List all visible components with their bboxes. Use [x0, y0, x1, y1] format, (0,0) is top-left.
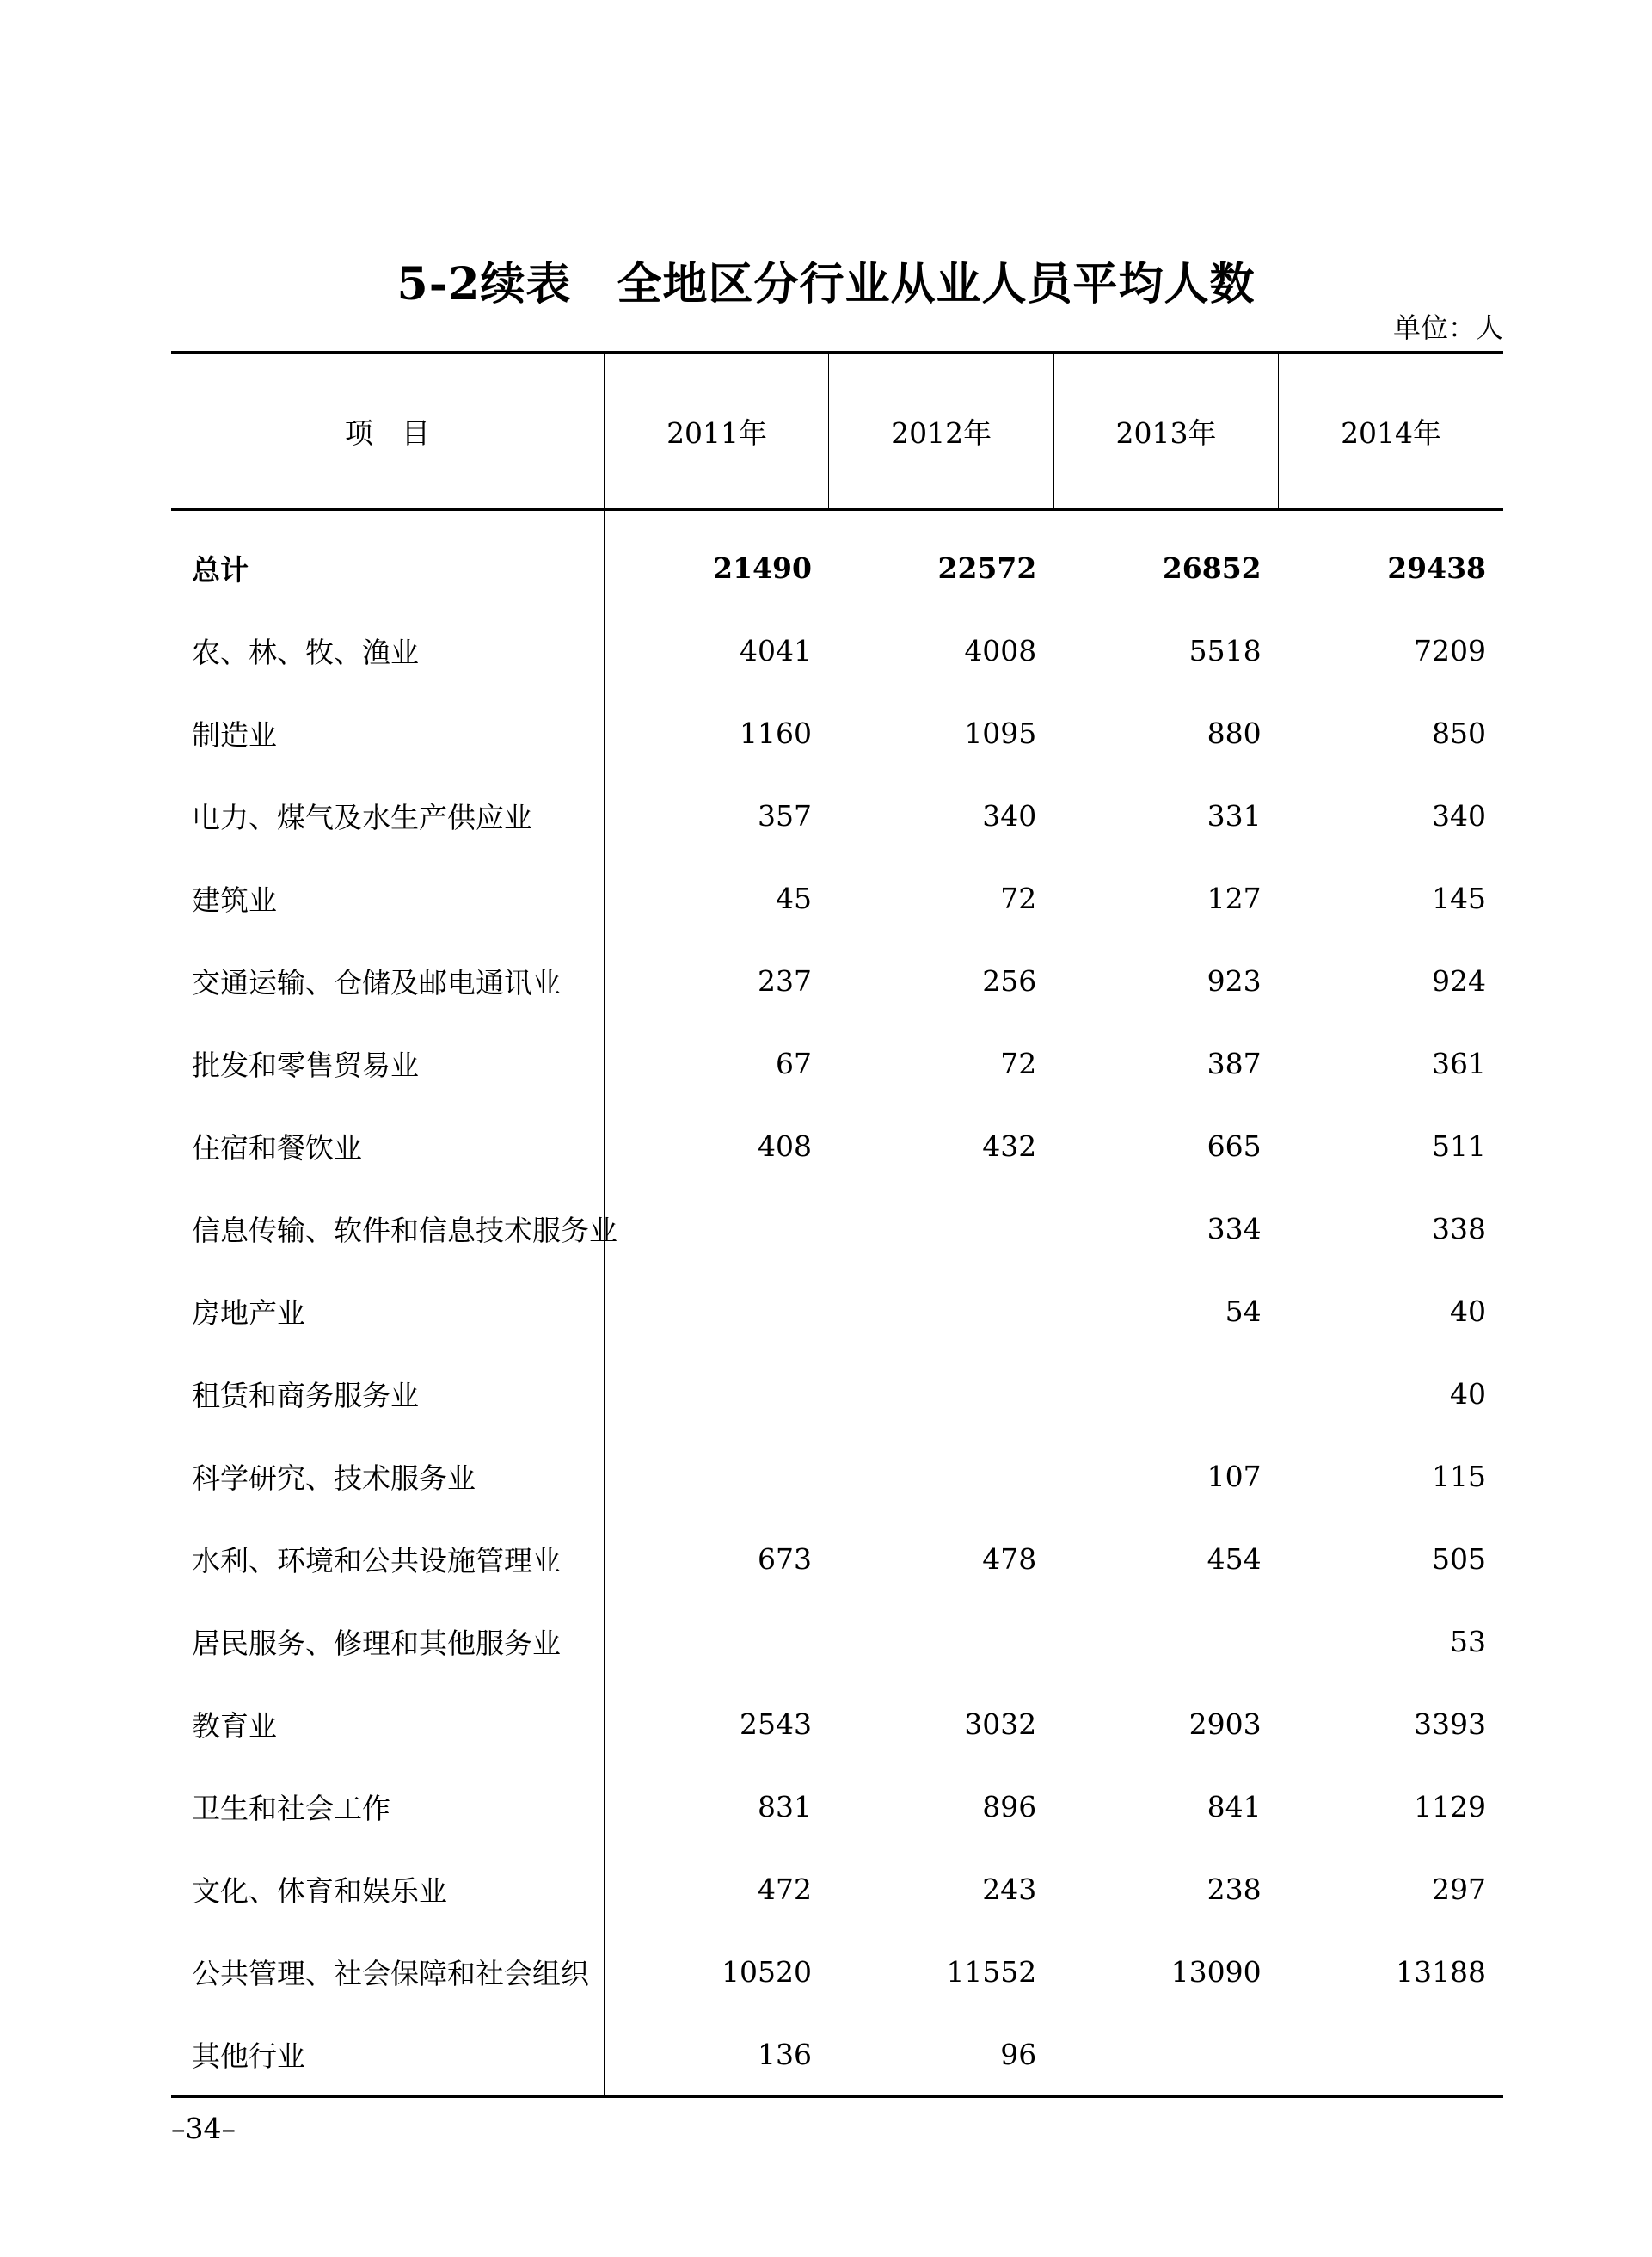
cell-value: 924	[1432, 963, 1486, 998]
cell-value: 29438	[1387, 550, 1486, 585]
table-row	[171, 1435, 1503, 1517]
cell-value: 361	[1432, 1046, 1486, 1080]
cell-value: 1129	[1414, 1789, 1486, 1823]
table-row	[171, 1930, 1503, 2013]
cell-value: 880	[1207, 716, 1262, 750]
cell-value	[829, 1270, 1053, 1352]
row-label: 交通运输、仓储及邮电通讯业	[171, 939, 605, 1022]
row-label: 建筑业	[171, 857, 605, 939]
cell-value: 665	[1207, 1128, 1262, 1163]
header-row	[171, 353, 1503, 510]
cell-value	[829, 1187, 1053, 1270]
cell-value: 432	[982, 1128, 1037, 1163]
cell-value: 243	[982, 1872, 1037, 1906]
employment-table	[171, 351, 1503, 2098]
cell-value: 237	[757, 963, 812, 998]
table-body	[171, 510, 1503, 2097]
cell-value: 7209	[1414, 633, 1486, 667]
row-label: 制造业	[171, 692, 605, 774]
column-header-2014: 2014年	[1279, 353, 1503, 510]
cell-value	[605, 1187, 829, 1270]
table-row	[171, 774, 1503, 857]
cell-value: 478	[982, 1541, 1037, 1576]
cell-value: 10520	[721, 1954, 812, 1989]
cell-value: 107	[1207, 1459, 1262, 1493]
table-row	[171, 2013, 1503, 2097]
cell-value: 2903	[1188, 1707, 1262, 1741]
cell-value: 297	[1432, 1872, 1486, 1906]
cell-value: 334	[1207, 1211, 1262, 1245]
row-label: 科学研究、技术服务业	[171, 1435, 605, 1517]
cell-value: 11552	[946, 1954, 1037, 1989]
cell-value: 40	[1450, 1294, 1486, 1328]
cell-value: 3032	[964, 1707, 1037, 1741]
table-row	[171, 1517, 1503, 1600]
page-title: 5-2续表 全地区分行业从业人员平均人数	[396, 258, 1256, 311]
row-label: 文化、体育和娱乐业	[171, 1848, 605, 1930]
cell-value: 454	[1207, 1541, 1262, 1576]
cell-value: 357	[757, 798, 812, 833]
table-row	[171, 1848, 1503, 1930]
cell-value: 340	[982, 798, 1037, 833]
table-row	[171, 1187, 1503, 1270]
cell-value: 256	[982, 963, 1037, 998]
row-label: 农、林、牧、渔业	[171, 609, 605, 692]
cell-value	[829, 1352, 1053, 1435]
row-label: 房地产业	[171, 1270, 605, 1352]
cell-value: 1160	[739, 716, 812, 750]
table-row	[171, 939, 1503, 1022]
cell-value: 831	[757, 1789, 812, 1823]
cell-value	[605, 1352, 829, 1435]
table-row	[171, 609, 1503, 692]
cell-value: 5518	[1188, 633, 1262, 667]
row-label: 租赁和商务服务业	[171, 1352, 605, 1435]
table-row	[171, 1270, 1503, 1352]
cell-value	[605, 1600, 829, 1682]
cell-value: 472	[757, 1872, 812, 1906]
cell-value: 67	[775, 1046, 812, 1080]
cell-value: 511	[1432, 1128, 1486, 1163]
cell-value: 505	[1432, 1541, 1486, 1576]
unit-label: 单位：人	[1392, 311, 1503, 344]
column-header-2011: 2011年	[605, 353, 829, 510]
cell-value: 923	[1207, 963, 1262, 998]
row-label: 居民服务、修理和其他服务业	[171, 1600, 605, 1682]
cell-value	[829, 1435, 1053, 1517]
cell-value: 26852	[1162, 550, 1262, 585]
row-label: 其他行业	[171, 2013, 605, 2097]
row-label: 总计	[171, 510, 605, 610]
cell-value: 136	[757, 2037, 812, 2071]
cell-value	[605, 1435, 829, 1517]
cell-value: 338	[1432, 1211, 1486, 1245]
cell-value: 896	[982, 1789, 1037, 1823]
row-label: 公共管理、社会保障和社会组织	[171, 1930, 605, 2013]
cell-value: 13090	[1170, 1954, 1262, 1989]
row-label: 卫生和社会工作	[171, 1765, 605, 1848]
cell-value: 13188	[1396, 1954, 1486, 1989]
row-label: 水利、环境和公共设施管理业	[171, 1517, 605, 1600]
cell-value: 72	[1000, 881, 1037, 915]
table-row	[171, 1104, 1503, 1187]
cell-value: 2543	[739, 1707, 812, 1741]
column-header-2013: 2013年	[1053, 353, 1278, 510]
cell-value	[1053, 1600, 1278, 1682]
cell-value: 40	[1450, 1376, 1486, 1411]
cell-value: 53	[1450, 1624, 1486, 1658]
cell-value: 96	[1000, 2037, 1037, 2071]
table-row	[171, 1765, 1503, 1848]
cell-value: 127	[1207, 881, 1262, 915]
cell-value: 115	[1432, 1459, 1486, 1493]
cell-value: 841	[1207, 1789, 1262, 1823]
cell-value	[1279, 2013, 1503, 2097]
table-row	[171, 510, 1503, 610]
cell-value: 4041	[739, 633, 812, 667]
cell-value: 850	[1432, 716, 1486, 750]
cell-value: 54	[1225, 1294, 1262, 1328]
cell-value: 673	[757, 1541, 812, 1576]
cell-value: 3393	[1414, 1707, 1486, 1741]
cell-value	[1053, 2013, 1278, 2097]
cell-value: 331	[1207, 798, 1262, 833]
table-row	[171, 1022, 1503, 1104]
cell-value: 145	[1432, 881, 1486, 915]
cell-value: 21490	[713, 550, 812, 585]
row-label: 住宿和餐饮业	[171, 1104, 605, 1187]
table-row	[171, 692, 1503, 774]
table-row	[171, 1600, 1503, 1682]
cell-value: 1095	[964, 716, 1037, 750]
cell-value: 408	[757, 1128, 812, 1163]
row-label: 信息传输、软件和信息技术服务业	[171, 1187, 605, 1270]
column-header-item: 项 目	[171, 353, 605, 510]
cell-value	[1053, 1352, 1278, 1435]
cell-value	[605, 1270, 829, 1352]
table-row	[171, 1682, 1503, 1765]
cell-value: 72	[1000, 1046, 1037, 1080]
row-label: 电力、煤气及水生产供应业	[171, 774, 605, 857]
page-number: –34–	[171, 2112, 236, 2145]
cell-value: 387	[1207, 1046, 1262, 1080]
cell-value: 340	[1432, 798, 1486, 833]
row-label: 教育业	[171, 1682, 605, 1765]
cell-value: 4008	[964, 633, 1037, 667]
column-header-2012: 2012年	[829, 353, 1053, 510]
cell-value: 22572	[937, 550, 1037, 585]
cell-value: 45	[775, 881, 812, 915]
table-row	[171, 857, 1503, 939]
cell-value: 238	[1207, 1872, 1262, 1906]
table-row	[171, 1352, 1503, 1435]
row-label: 批发和零售贸易业	[171, 1022, 605, 1104]
cell-value	[829, 1600, 1053, 1682]
